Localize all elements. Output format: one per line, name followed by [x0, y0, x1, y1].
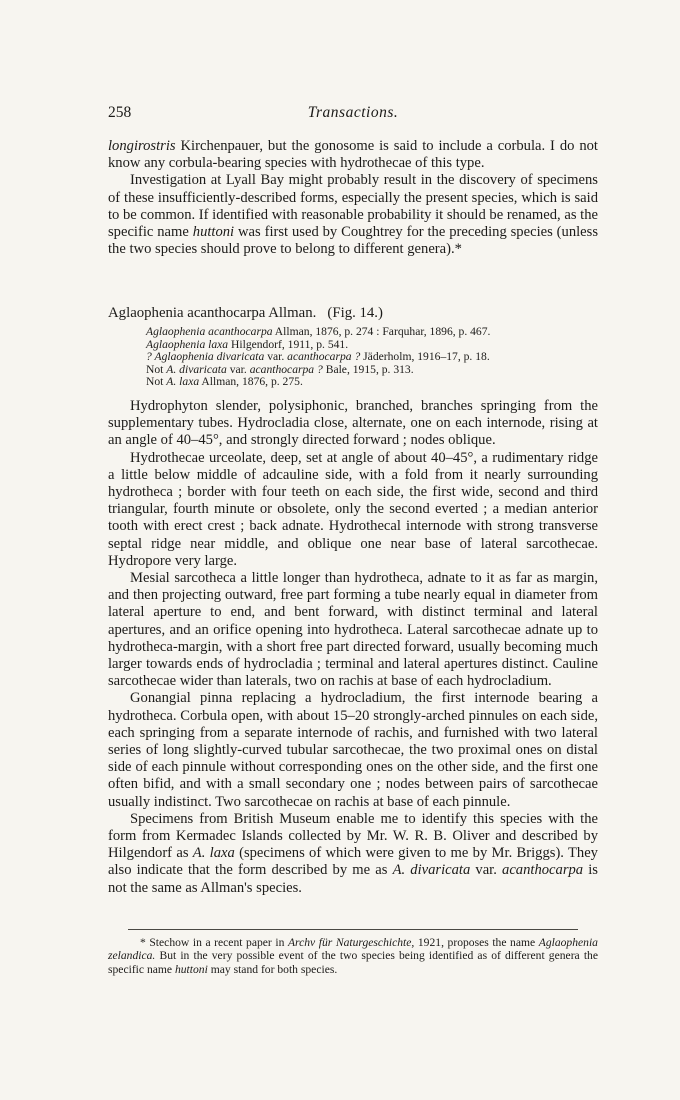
- synonym-citation: Allman, 1876, p. 275.: [199, 375, 303, 389]
- paragraph-text: is not the same as Allman's species.: [108, 862, 598, 896]
- paragraph-text: Kirchenpauer, but the gonosome is said to include a corbula. I do not know any corbula-bearing species with hydrothecae of this type.: [108, 138, 598, 172]
- footnote-part: 1921, proposes the name: [414, 936, 539, 949]
- footnote-part: may stand for both species.: [207, 962, 338, 976]
- running-title: Transactions.: [307, 104, 399, 121]
- description-paragraph-4: Gonangial pinna replacing a hydrocladium, the first internode bearing a hydrotheca. Corbula open, with about 15–20 strongly-arched pinnules on each side, each springing from a separate internode of rachis, and furnished with two lateral series of long slightly-curved tubular sarcothecae, the two proximal ones on distal side of each pinnule without corresponding ones on the other side, and the first one often bifid, and with a small secondary one ; nodes between pairs of sarcothecae usually indistinct. Two sarcothecae on rachis at base of each pinnule.: [108, 690, 598, 810]
- italic-species-name: longirostris: [108, 138, 176, 154]
- synonymy-list: [146, 326, 598, 389]
- description-paragraph-3: Mesial sarcotheca a little longer than hydrotheca, adnate to it as far as margin, and then projecting outward, free part forming a tube nearly equal in diameter from lateral aperture to end, and bent forward, with distinct terminal and lateral apertures, and an orifice opening into hydrotheca. Lateral sarcothecae adnate up to hydrotheca-margin, with a short free part directed forward, usually becoming much larger towards ends of hydrocladia ; terminal and lateral apertures distinct. Cauline sarcothecae wider than laterals, two on rachis at base of each hydrocladium.: [108, 570, 598, 690]
- synonym-name: Aglaophenia laxa: [146, 337, 229, 351]
- footnote-part: But in the very possible event of the two species being identified as of different genera the specific name: [108, 949, 598, 976]
- synonym-prefix: Not: [146, 375, 167, 389]
- species-name: Aglaophenia acanthocarpa Allman.: [108, 305, 317, 321]
- description-paragraph-1: Hydrophyton slender, polysiphonic, branched, branches springing from the supplementary tubes. Hydrocladia close, alternate, one on each internode, rising at an angle of 40–45°, and strongly directed forward ; nodes oblique.: [108, 398, 598, 449]
- synonym-citation: var.: [264, 350, 288, 364]
- synonym-prefix: Not: [146, 362, 167, 376]
- synonym-citation: Bale, 1915, p. 313.: [322, 362, 414, 376]
- italic-species-name: A. divaricata: [392, 862, 471, 879]
- synonym-citation: Jäderholm, 1916–17, p. 18.: [360, 350, 490, 364]
- footnote-species: huttoni: [174, 962, 208, 976]
- synonym-citation: Allman, 1876, p. 274 : Farquhar, 1896, p. 467.: [272, 325, 491, 338]
- synonym-name: ? Aglaophenia divaricata: [146, 350, 265, 364]
- footnote-part: * Stechow in a recent paper in: [140, 936, 288, 949]
- footnote-text: [108, 936, 598, 976]
- synonym-variety: acanthocarpa ?: [287, 350, 361, 364]
- intro-text: [108, 138, 598, 258]
- description-paragraph-2: Hydrothecae urceolate, deep, set at angle of about 40–45°, a rudimentary ridge a little below middle of adcauline side, with a fold from it nearly surrounding hydrotheca ; border with four teeth on each side, the first wide, second and third triangular, fourth minute or obsolete, only the second everted ; a median anterior tooth with erect crest ; back adnate. Hydrothecal internode with strong transverse septal ridge near middle, and oblique one near base of lateral sarcothecae. Hydropore very large.: [108, 449, 598, 569]
- page-number: 258: [108, 104, 132, 121]
- italic-species-name: A. laxa: [192, 845, 235, 862]
- paragraph-text: var.: [470, 862, 503, 879]
- italic-species-name: huttoni: [192, 224, 235, 241]
- paragraph-text: Investigation at Lyall Bay might probably result in the discovery of specimens of these insufficiently-described forms, especially the present species, which is said to be common. If identified with reasonable probability it should be renamed, as the specific name: [108, 172, 598, 241]
- synonym-name: Aglaophenia acanthocarpa: [146, 325, 273, 338]
- synonym-name: A. divaricata: [166, 362, 227, 376]
- page-header: [108, 104, 598, 126]
- footnote-divider: [128, 929, 578, 930]
- italic-species-name: acanthocarpa: [502, 862, 584, 879]
- synonym-citation: Hilgendorf, 1911, p. 541.: [228, 337, 349, 351]
- figure-reference: (Fig. 14.): [327, 305, 383, 321]
- paragraph-text: was first used by Coughtrey for the preceding species (unless the two species should prove to belong to different genera).*: [108, 224, 599, 258]
- footnote-journal: Archv für Naturgeschichte,: [287, 936, 415, 949]
- intro-paragraph-2: [108, 172, 598, 258]
- description-paragraph-5: [108, 811, 598, 897]
- synonym-variety: acanthocarpa ?: [249, 362, 323, 376]
- species-description: [108, 398, 598, 897]
- species-heading: [108, 304, 598, 322]
- paragraph-text: (specimens of which were given to me by Mr. Briggs). They also indicate that the form described by me as: [108, 845, 598, 879]
- synonym-entry: [146, 376, 598, 389]
- paragraph-text: Specimens from British Museum enable me to identify this species with the form from Kermadec Islands collected by Mr. W. R. B. Oliver and described by Hilgendorf as: [108, 810, 598, 862]
- footnote-species: Aglaophenia zelandica.: [108, 936, 598, 963]
- footnote: [108, 936, 598, 976]
- intro-paragraph-1: [108, 138, 598, 172]
- synonym-name: A. laxa: [166, 375, 200, 389]
- synonym-citation: var.: [226, 362, 250, 376]
